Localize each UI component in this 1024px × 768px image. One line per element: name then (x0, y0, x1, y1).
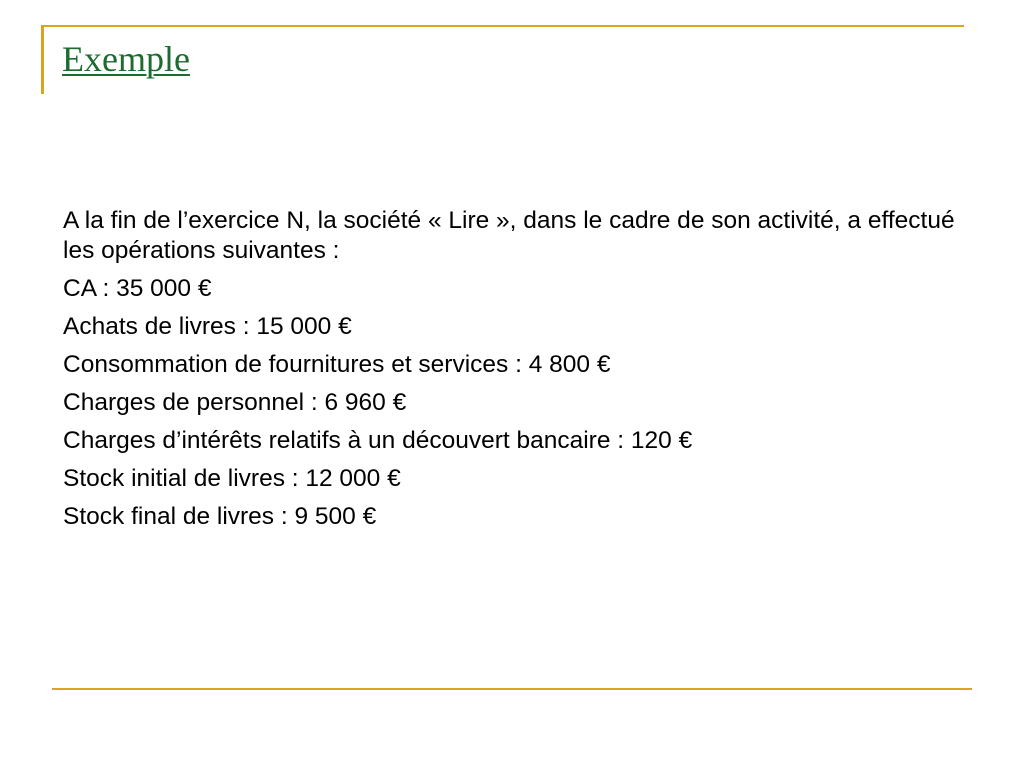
line-stock-final: Stock final de livres : 9 500 € (63, 503, 377, 530)
slide-body (63, 206, 963, 540)
line-charges-interets: Charges d’intérêts relatifs à un découvert bancaire : 120 € (63, 427, 693, 454)
line-charges-personnel: Charges de personnel : 6 960 € (63, 389, 407, 416)
line-stock-initial: Stock initial de livres : 12 000 € (63, 465, 401, 492)
title-frame-top-border (41, 25, 964, 27)
slide-title: Exemple (62, 39, 190, 79)
title-frame-left-border (41, 25, 44, 94)
intro-paragraph: A la fin de l’exercice N, la société « Lire », dans le cadre de son activité, a effectué les opérations suivantes : (63, 207, 955, 264)
line-achats: Achats de livres : 15 000 € (63, 313, 352, 340)
footer-divider (52, 688, 972, 690)
line-ca: CA : 35 000 € (63, 275, 212, 302)
line-consommation: Consommation de fournitures et services : 4 800 € (63, 351, 611, 378)
